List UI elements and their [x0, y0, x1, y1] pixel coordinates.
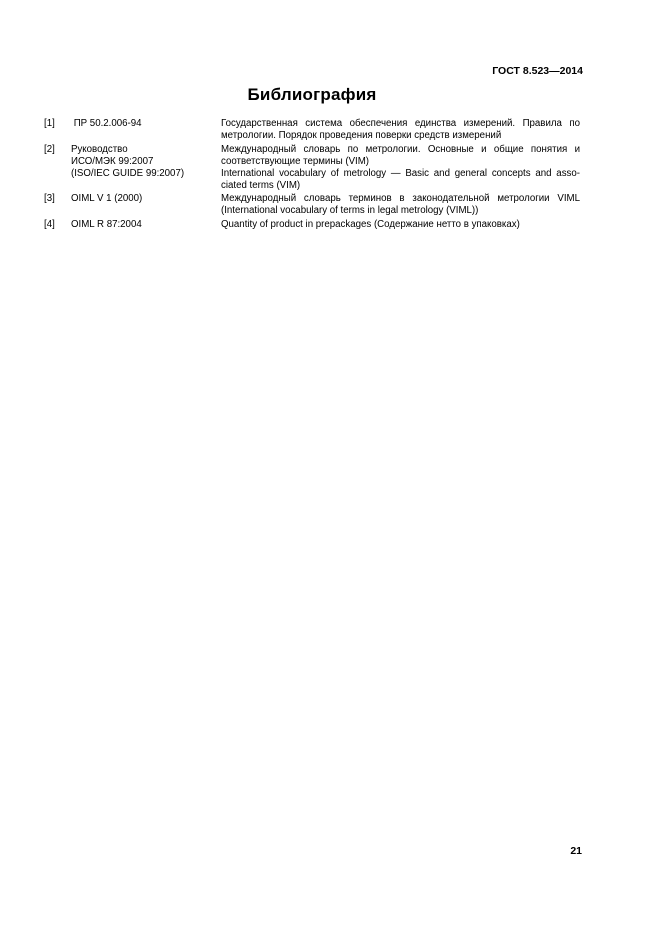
title-wrap — [44, 84, 580, 106]
ref-number: [1] — [44, 118, 55, 129]
bibliography-list — [44, 118, 580, 232]
description: Международный словарь терминов в законодательной метрологии VIML (International vocabulary of terms in legal metrology (VIML)) — [221, 193, 580, 216]
designation: OIML V 1 (2000) — [71, 193, 143, 204]
page-number: 21 — [570, 845, 582, 857]
designation: ПР 50.2.006-94 — [71, 118, 142, 129]
bibliography-entry — [44, 144, 580, 192]
designation: Руководство ИСО/МЭК 99:2007 (ISO/IEC GUIDE 99:2007) — [71, 143, 185, 179]
doc-number: ГОСТ 8.523—2014 — [492, 65, 583, 77]
bibliography-entry — [44, 219, 580, 231]
page-title: Библиография — [247, 85, 377, 104]
designation: OIML R 87:2004 — [71, 218, 142, 230]
bibliography-entry — [44, 118, 580, 142]
ref-number: [3] — [44, 193, 55, 204]
ref-number: [2] — [44, 143, 55, 155]
bibliography-entry — [44, 193, 580, 217]
ref-number: [4] — [44, 218, 55, 230]
description: Государственная система обеспечения единства измерений. Правила по метрологии. Порядок проведения поверки средств измерений — [221, 118, 580, 141]
description: Quantity of product in prepackages (Содержание нетто в упаковках) — [221, 218, 520, 230]
description: Международный словарь по метрологии. Основные и общие понятия и соответствующие термины (VIM) International vocabulary of metrology — Basic and general concepts and associated terms (VIM) — [221, 143, 580, 191]
